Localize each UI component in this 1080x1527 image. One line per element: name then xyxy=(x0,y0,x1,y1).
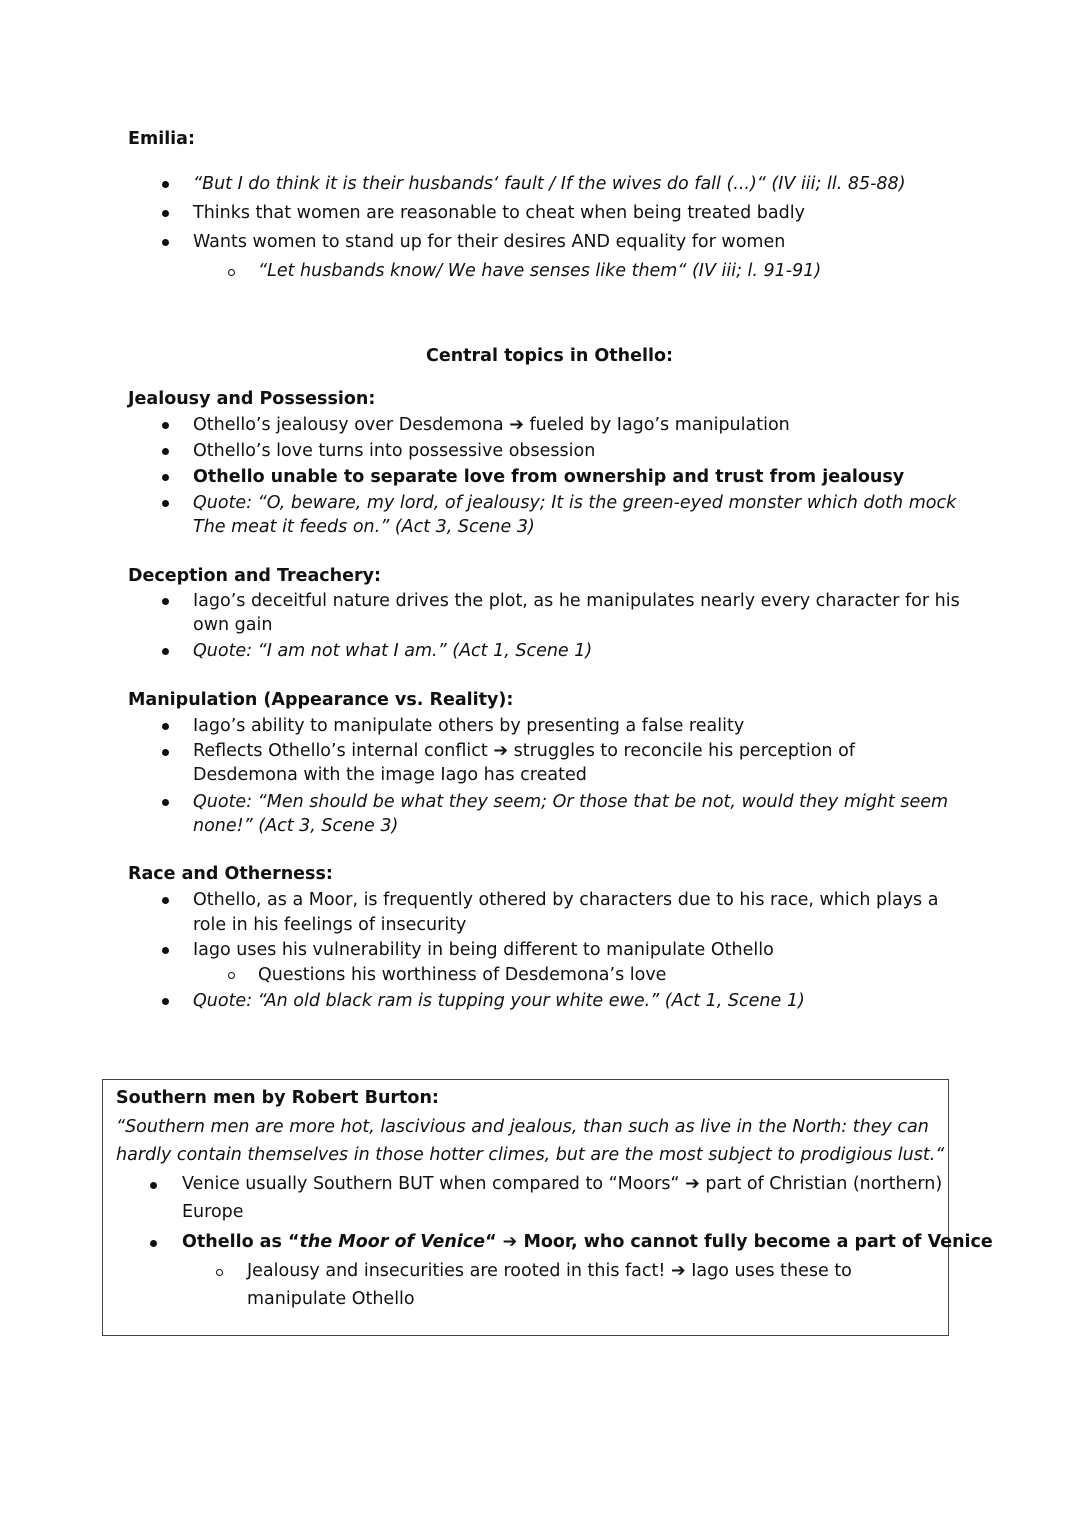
central-topics-title: Central topics in Othello: xyxy=(426,346,673,366)
bullet-icon xyxy=(150,1182,157,1189)
bullet-icon xyxy=(162,500,169,507)
arrow-right-icon: ➔ xyxy=(493,741,509,761)
jealousy-point-2: Othello’s love turns into possessive obsession xyxy=(193,441,596,461)
bullet-icon xyxy=(162,422,169,429)
deception-heading: Deception and Treachery: xyxy=(128,566,382,586)
manipulation-point-1: Iago’s ability to manipulate others by presenting a false reality xyxy=(193,716,745,736)
bullet-icon xyxy=(162,181,169,188)
race-sub-point: Questions his worthiness of Desdemona’s love xyxy=(258,965,667,985)
jealousy-point-1-text-a: Othello’s jealousy over Desdemona xyxy=(193,415,504,435)
jealousy-point-3: Othello unable to separate love from ownership and trust from jealousy xyxy=(193,467,905,487)
arrow-right-icon: ➔ xyxy=(509,415,524,435)
burton-point-1-text-b: part of Christian (northern) xyxy=(705,1174,943,1194)
burton-sub-point-text-a: Jealousy and insecurities are rooted in this fact! xyxy=(247,1261,666,1281)
bullet-icon xyxy=(150,1240,157,1247)
sub-bullet-icon xyxy=(216,1269,223,1276)
burton-point-1-text-a: Venice usually Southern BUT when compared to “Moors“ xyxy=(182,1174,680,1194)
manipulation-heading: Manipulation (Appearance vs. Reality): xyxy=(128,690,514,710)
manipulation-point-2-text-a: Reflects Othello’s internal conflict xyxy=(193,741,488,761)
burton-quote-line-1: “Southern men are more hot, lascivious and jealous, than such as live in the North: they can xyxy=(116,1117,929,1137)
burton-point-2-text-a: Othello as “ xyxy=(182,1232,300,1252)
bullet-icon xyxy=(162,799,169,806)
bullet-icon xyxy=(162,648,169,655)
sub-bullet-icon xyxy=(228,269,235,276)
race-quote: Quote: “An old black ram is tupping your white ewe.” (Act 1, Scene 1) xyxy=(193,991,805,1011)
bullet-icon xyxy=(162,210,169,217)
bullet-icon xyxy=(162,723,169,730)
emilia-quote-1: “But I do think it is their husbands‘ fault / If the wives do fall (...)“ (IV iii; ll. 85-88) xyxy=(193,174,906,194)
sub-bullet-icon xyxy=(228,972,235,979)
burton-sub-point-line-2: manipulate Othello xyxy=(247,1289,415,1309)
bullet-icon xyxy=(162,448,169,455)
burton-point-1-line-1 xyxy=(182,1174,942,1194)
bullet-icon xyxy=(162,897,169,904)
arrow-right-icon: ➔ xyxy=(685,1174,700,1194)
burton-point-1-line-2: Europe xyxy=(182,1202,244,1222)
deception-point-1-line-1: Iago’s deceitful nature drives the plot, as he manipulates nearly every character for his xyxy=(193,591,960,611)
bullet-icon xyxy=(162,239,169,246)
deception-point-1-line-2: own gain xyxy=(193,615,273,635)
race-heading: Race and Otherness: xyxy=(128,864,333,884)
jealousy-point-1 xyxy=(193,415,790,435)
burton-quote-line-2: hardly contain themselves in those hotter climes, but are the most subject to prodigious lust.“ xyxy=(116,1145,945,1165)
emilia-heading: Emilia: xyxy=(128,129,195,149)
emilia-sub-quote: “Let husbands know/ We have senses like them“ (IV iii; l. 91-91) xyxy=(258,261,822,281)
deception-quote: Quote: “I am not what I am.” (Act 1, Scene 1) xyxy=(193,641,593,661)
bullet-icon xyxy=(162,947,169,954)
bullet-icon xyxy=(162,598,169,605)
manipulation-point-2-text-b: struggles to reconcile his perception of xyxy=(513,741,855,761)
manipulation-point-2-line-1 xyxy=(193,741,855,761)
bullet-icon xyxy=(162,474,169,481)
burton-sub-point-text-b: Iago uses these to xyxy=(691,1261,852,1281)
bullet-icon xyxy=(162,749,169,756)
race-point-1-line-2: role in his feelings of insecurity xyxy=(193,915,467,935)
burton-point-2-text-c: “ xyxy=(485,1232,497,1252)
race-point-1-line-1: Othello, as a Moor, is frequently othered by characters due to his race, which plays a xyxy=(193,890,939,910)
manipulation-quote-line-1: Quote: “Men should be what they seem; Or those that be not, would they might seem xyxy=(193,792,949,812)
jealousy-heading: Jealousy and Possession: xyxy=(128,389,376,409)
manipulation-quote-line-2: none!” (Act 3, Scene 3) xyxy=(193,816,399,836)
jealousy-quote-line-2: The meat it feeds on.” (Act 3, Scene 3) xyxy=(193,517,535,537)
race-point-2: Iago uses his vulnerability in being different to manipulate Othello xyxy=(193,940,774,960)
arrow-right-icon: ➔ xyxy=(502,1232,518,1252)
burton-heading: Southern men by Robert Burton: xyxy=(116,1088,439,1108)
burton-point-2-text-d: Moor, who cannot fully become a part of Venice xyxy=(523,1232,993,1252)
emilia-point-3: Wants women to stand up for their desires AND equality for women xyxy=(193,232,786,252)
bullet-icon xyxy=(162,998,169,1005)
arrow-right-icon: ➔ xyxy=(670,1261,686,1281)
emilia-point-2: Thinks that women are reasonable to cheat when being treated badly xyxy=(193,203,805,223)
burton-point-2-italic: the Moor of Venice xyxy=(299,1232,486,1252)
burton-point-2 xyxy=(182,1232,993,1252)
jealousy-quote-line-1: Quote: “O, beware, my lord, of jealousy; It is the green-eyed monster which doth mock xyxy=(193,493,957,513)
burton-sub-point-line-1 xyxy=(247,1261,852,1281)
jealousy-point-1-text-b: fueled by Iago’s manipulation xyxy=(529,415,790,435)
manipulation-point-2-line-2: Desdemona with the image Iago has created xyxy=(193,765,587,785)
